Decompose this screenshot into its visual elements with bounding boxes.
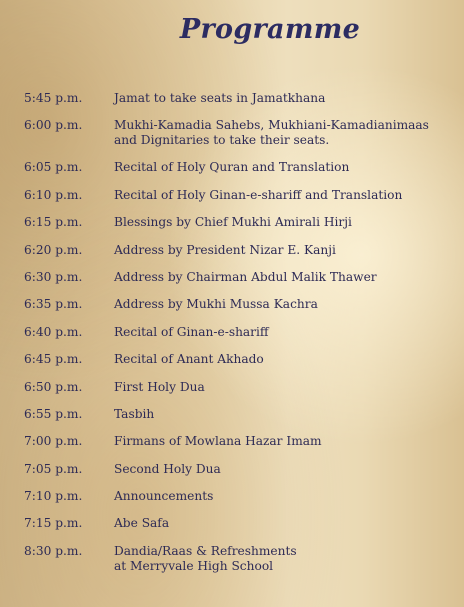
schedule-row xyxy=(24,297,460,312)
schedule-time: 6:45 p.m. xyxy=(24,352,83,367)
schedule-row xyxy=(24,160,460,175)
schedule-event: Address by Chairman Abdul Malik Thawer xyxy=(114,269,377,284)
schedule-row xyxy=(24,91,460,106)
schedule-row xyxy=(24,188,460,203)
schedule-time: 7:05 p.m. xyxy=(24,461,83,476)
page-title: Programme xyxy=(179,14,361,45)
schedule-row xyxy=(24,544,460,574)
schedule-time: 6:30 p.m. xyxy=(24,269,83,284)
schedule-time: 6:55 p.m. xyxy=(24,406,83,421)
schedule-event: Address by Mukhi Mussa Kachra xyxy=(114,297,318,312)
schedule-row xyxy=(24,215,460,230)
schedule-row xyxy=(24,407,460,422)
schedule-row xyxy=(24,352,460,367)
schedule-event: Announcements xyxy=(114,489,214,504)
schedule-row xyxy=(24,118,460,148)
schedule-event: Abe Safa xyxy=(114,516,170,531)
schedule-row xyxy=(24,243,460,258)
schedule-event: Address by President Nizar E. Kanji xyxy=(114,242,336,257)
schedule-event: First Holy Dua xyxy=(114,379,205,394)
schedule-event: Firmans of Mowlana Hazar Imam xyxy=(114,434,322,449)
schedule-event: Recital of Ginan-e-shariff xyxy=(114,324,269,339)
schedule-row xyxy=(24,462,460,477)
schedule-row xyxy=(24,434,460,449)
schedule-time: 6:40 p.m. xyxy=(24,324,83,339)
schedule-event: Tasbih xyxy=(114,406,155,421)
schedule-time: 6:05 p.m. xyxy=(24,160,83,175)
schedule-row xyxy=(24,270,460,285)
schedule-event: Jamat to take seats in Jamatkhana xyxy=(114,91,326,105)
schedule-time: 6:10 p.m. xyxy=(24,187,83,202)
schedule-row xyxy=(24,489,460,504)
schedule-event: Dandia/Raas & Refreshments at Merryvale High School xyxy=(114,543,297,573)
schedule-time: 6:50 p.m. xyxy=(24,379,83,394)
schedule-time: 7:10 p.m. xyxy=(24,489,83,504)
schedule-time: 6:15 p.m. xyxy=(24,215,83,230)
schedule-event: Second Holy Dua xyxy=(114,461,221,476)
schedule-event: Mukhi-Kamadia Sahebs, Mukhiani-Kamadianimaas and Dignitaries to take their seats. xyxy=(114,118,429,148)
schedule-event: Recital of Holy Quran and Translation xyxy=(114,160,350,175)
schedule-time: 8:30 p.m. xyxy=(24,543,83,558)
schedule-event: Recital of Holy Ginan-e-shariff and Translation xyxy=(114,187,403,202)
schedule-time: 5:45 p.m. xyxy=(24,91,83,105)
schedule-time: 6:35 p.m. xyxy=(24,297,83,312)
schedule-event: Recital of Anant Akhado xyxy=(114,352,264,367)
schedule-time: 6:00 p.m. xyxy=(24,118,83,133)
schedule-time: 7:15 p.m. xyxy=(24,516,83,531)
schedule-row xyxy=(24,325,460,340)
schedule-event: Blessings by Chief Mukhi Amirali Hirji xyxy=(114,215,352,230)
schedule-time: 7:00 p.m. xyxy=(24,434,83,449)
schedule-row xyxy=(24,516,460,531)
programme-schedule xyxy=(24,91,460,586)
schedule-time: 6:20 p.m. xyxy=(24,242,83,257)
schedule-row xyxy=(24,380,460,395)
